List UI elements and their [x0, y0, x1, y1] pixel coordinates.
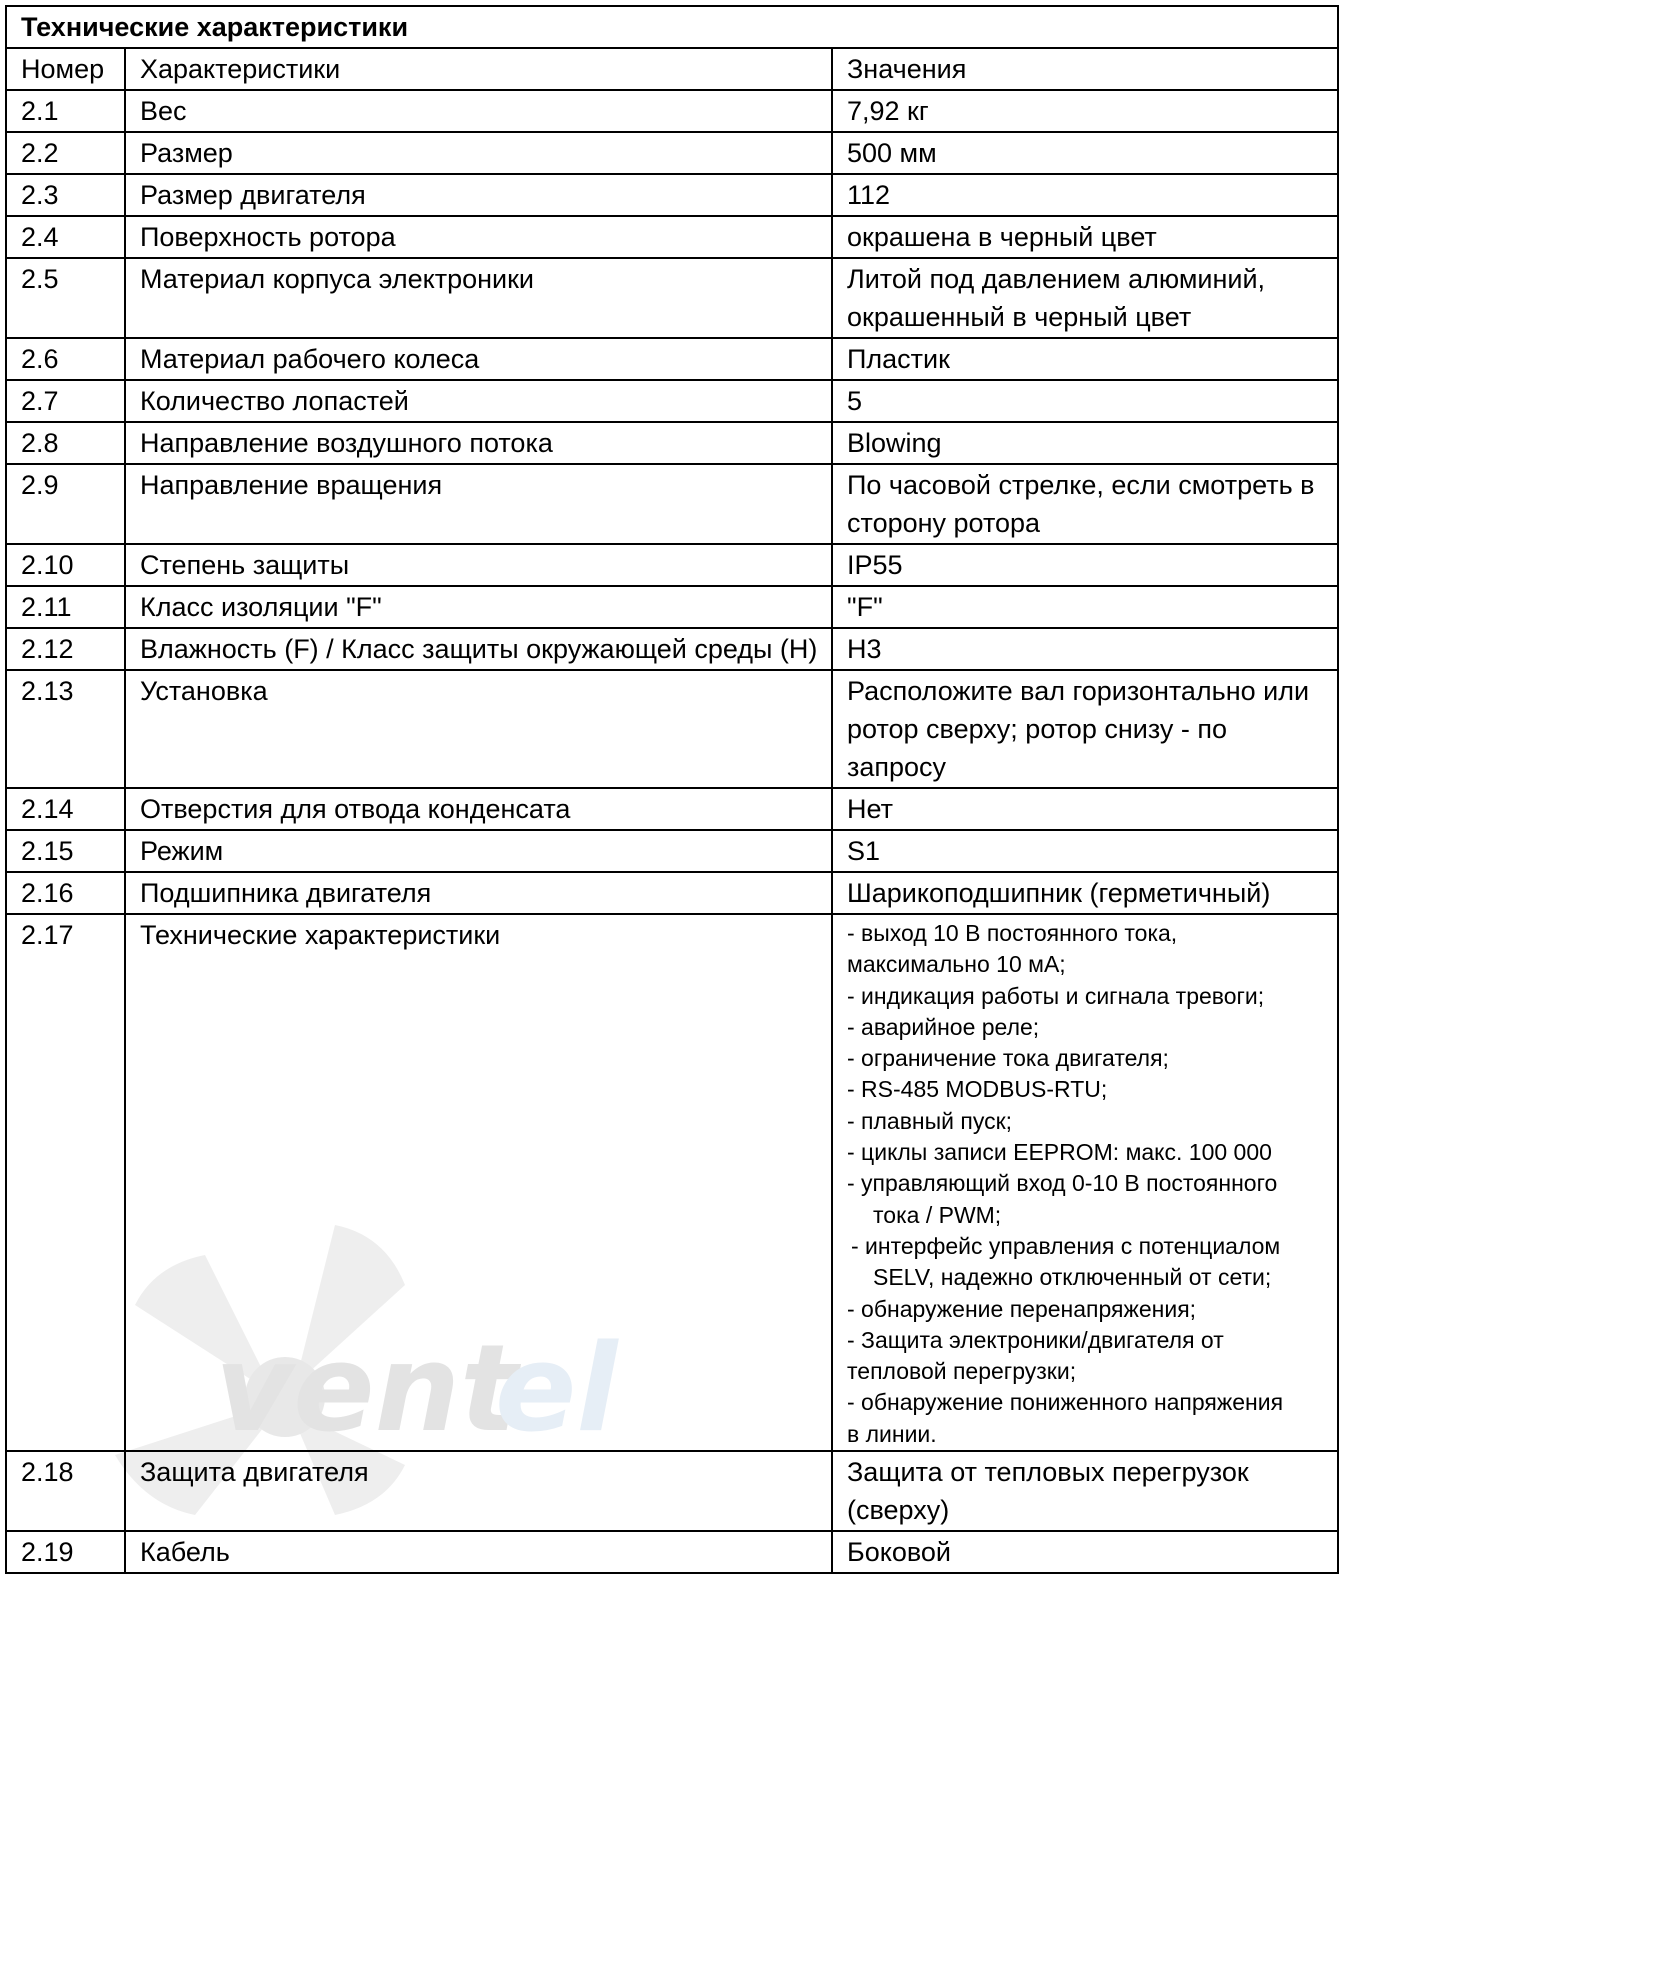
table-row	[6, 338, 1338, 380]
watermark-text-light: el	[495, 1320, 618, 1459]
header-number: Номер	[6, 48, 125, 90]
row-characteristic: Установка	[125, 670, 832, 788]
feature-line: - циклы записи EEPROM: макс. 100 000	[847, 1139, 1272, 1166]
row-value: H3	[832, 628, 1338, 670]
table-row	[6, 830, 1338, 872]
row-value: IP55	[832, 544, 1338, 586]
row-characteristic: Материал корпуса электроники	[125, 258, 832, 338]
row-number: 2.18	[6, 1451, 125, 1531]
row-value: 112	[832, 174, 1338, 216]
feature-line: - обнаружение перенапряжения;	[847, 1295, 1197, 1322]
table-header-row	[6, 48, 1338, 90]
row-number: 2.12	[6, 628, 125, 670]
feature-line: тока / PWM;	[873, 1201, 1002, 1228]
row-number: 2.4	[6, 216, 125, 258]
row-characteristic: Защита двигателя	[125, 1451, 832, 1531]
row-number: 2.13	[6, 670, 125, 788]
feature-line: - обнаружение пониженного напряжения	[847, 1389, 1284, 1416]
row-value: Blowing	[832, 422, 1338, 464]
spec-table	[5, 5, 1339, 1574]
feature-line: в линии.	[847, 1420, 937, 1447]
table-row	[6, 670, 1338, 788]
row-characteristic: Поверхность ротора	[125, 216, 832, 258]
row-number: 2.6	[6, 338, 125, 380]
feature-line: SELV, надежно отключенный от сети;	[873, 1264, 1272, 1291]
row-value: Боковой	[832, 1531, 1338, 1573]
table-row	[6, 258, 1338, 338]
row-value: По часовой стрелке, если смотреть в сторону ротора	[832, 464, 1338, 544]
feature-line: - ограничение тока двигателя;	[847, 1045, 1169, 1072]
feature-line: - плавный пуск;	[847, 1107, 1013, 1134]
row-number: 2.15	[6, 830, 125, 872]
table-row	[6, 464, 1338, 544]
table-row	[6, 628, 1338, 670]
feature-line: - управляющий вход 0-10 В постоянного	[847, 1170, 1278, 1197]
table-row	[6, 544, 1338, 586]
row-characteristic: Влажность (F) / Класс защиты окружающей среды (H)	[125, 628, 832, 670]
table-row	[6, 216, 1338, 258]
spec-sheet	[5, 5, 1337, 1574]
feature-line: - интерфейс управления с потенциалом	[851, 1232, 1281, 1259]
row-characteristic: Класс изоляции "F"	[125, 586, 832, 628]
table-title: Технические характеристики	[6, 6, 1338, 48]
feature-line: - RS-485 MODBUS-RTU;	[847, 1076, 1108, 1103]
row-value: Литой под давлением алюминий, окрашенный в черный цвет	[832, 258, 1338, 338]
row-characteristic: Количество лопастей	[125, 380, 832, 422]
row-number: 2.9	[6, 464, 125, 544]
watermark-text-dark: vent	[215, 1320, 518, 1459]
row-value	[832, 914, 1338, 1451]
feature-line: - аварийное реле;	[847, 1013, 1040, 1040]
feature-line: - Защита электроники/двигателя от	[847, 1326, 1224, 1353]
table-row	[6, 788, 1338, 830]
row-number: 2.1	[6, 90, 125, 132]
row-number: 2.8	[6, 422, 125, 464]
feature-line: максимально 10 мА;	[847, 951, 1066, 978]
row-value: окрашена в черный цвет	[832, 216, 1338, 258]
row-characteristic: Режим	[125, 830, 832, 872]
row-characteristic: Размер	[125, 132, 832, 174]
feature-line: - индикация работы и сигнала тревоги;	[847, 982, 1265, 1009]
row-characteristic: Размер двигателя	[125, 174, 832, 216]
row-value: Пластик	[832, 338, 1338, 380]
row-value: 5	[832, 380, 1338, 422]
row-characteristic: Степень защиты	[125, 544, 832, 586]
row-value: "F"	[832, 586, 1338, 628]
feature-line: тепловой перегрузки;	[847, 1358, 1077, 1385]
table-row	[6, 90, 1338, 132]
row-number: 2.3	[6, 174, 125, 216]
row-number: 2.7	[6, 380, 125, 422]
header-value: Значения	[832, 48, 1338, 90]
row-characteristic: Технические характеристики	[125, 914, 832, 1451]
row-number: 2.16	[6, 872, 125, 914]
row-value: 7,92 кг	[832, 90, 1338, 132]
row-value: S1	[832, 830, 1338, 872]
row-characteristic: Кабель	[125, 1531, 832, 1573]
table-row	[6, 174, 1338, 216]
row-number: 2.5	[6, 258, 125, 338]
row-characteristic: Вес	[125, 90, 832, 132]
row-value: 500 мм	[832, 132, 1338, 174]
table-row	[6, 380, 1338, 422]
table-row	[6, 586, 1338, 628]
table-row	[6, 1451, 1338, 1531]
row-value: Нет	[832, 788, 1338, 830]
row-number: 2.14	[6, 788, 125, 830]
row-characteristic: Направление вращения	[125, 464, 832, 544]
table-row	[6, 872, 1338, 914]
table-row	[6, 914, 1338, 1451]
row-number: 2.11	[6, 586, 125, 628]
row-characteristic: Отверстия для отвода конденсата	[125, 788, 832, 830]
row-characteristic: Подшипника двигателя	[125, 872, 832, 914]
row-characteristic: Материал рабочего колеса	[125, 338, 832, 380]
row-value: Шарикоподшипник (герметичный)	[832, 872, 1338, 914]
row-value: Защита от тепловых перегрузок (сверху)	[832, 1451, 1338, 1531]
row-characteristic: Направление воздушного потока	[125, 422, 832, 464]
table-title-row	[6, 6, 1338, 48]
table-row	[6, 132, 1338, 174]
table-row	[6, 1531, 1338, 1573]
table-row	[6, 422, 1338, 464]
row-number: 2.19	[6, 1531, 125, 1573]
row-number: 2.2	[6, 132, 125, 174]
header-characteristic: Характеристики	[125, 48, 832, 90]
row-number: 2.10	[6, 544, 125, 586]
row-value: Расположите вал горизонтально или ротор сверху; ротор снизу - по запросу	[832, 670, 1338, 788]
feature-line: - выход 10 В постоянного тока,	[847, 920, 1178, 946]
row-number: 2.17	[6, 914, 125, 1451]
